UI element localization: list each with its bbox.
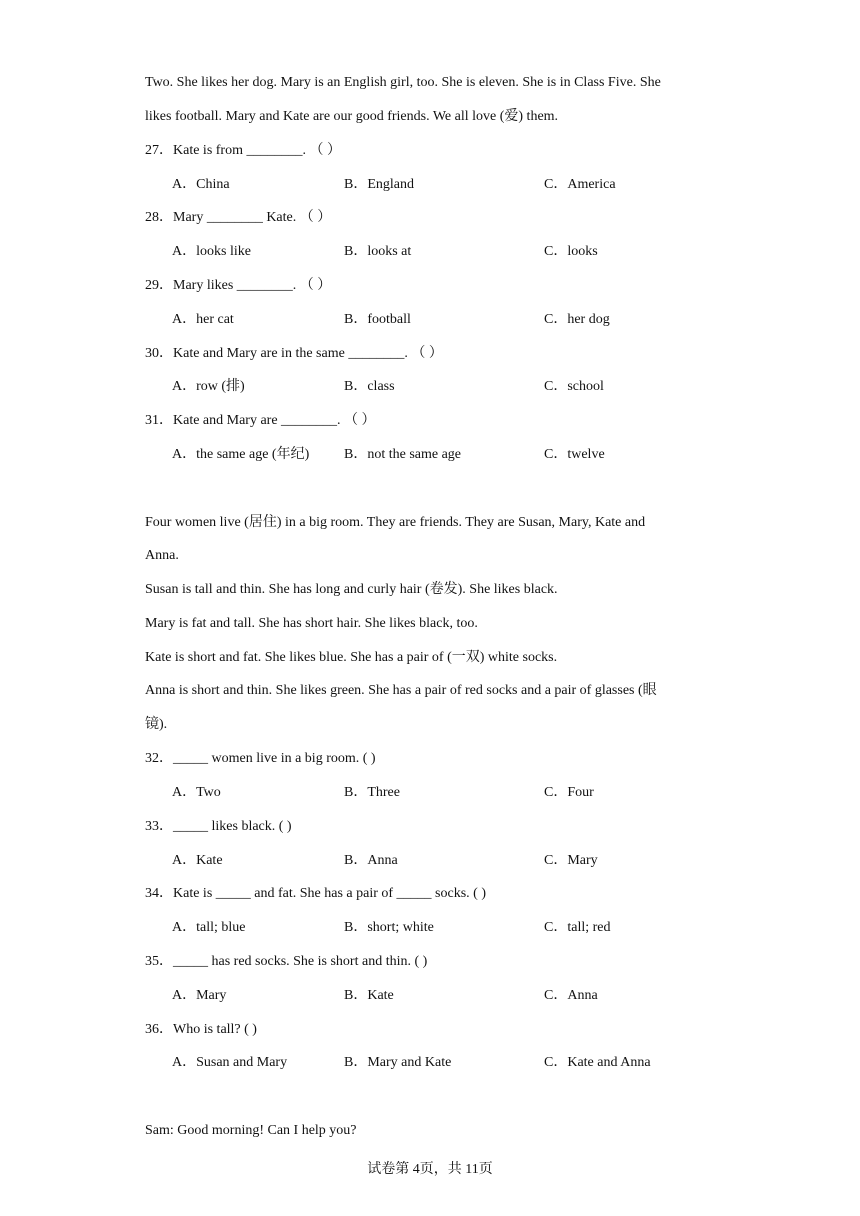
question-35-option-b[interactable]: B．Kate: [344, 988, 394, 1003]
question-36-option-c[interactable]: C．Kate and Anna: [544, 1055, 651, 1070]
question-28-option-c[interactable]: C．looks: [544, 244, 598, 259]
question-34-option-b[interactable]: B．short; white: [344, 920, 434, 935]
question-27-stem: 27．Kate is from ________. （ ）: [145, 143, 341, 158]
question-32-option-b[interactable]: B．Three: [344, 785, 400, 800]
question-28-option-a[interactable]: A．looks like: [172, 244, 251, 259]
question-31-option-b[interactable]: B．not the same age: [344, 447, 462, 462]
question-35-option-c[interactable]: C．Anna: [544, 988, 598, 1003]
question-36-option-b[interactable]: B．Mary and Kate: [344, 1055, 452, 1070]
question-30-option-a[interactable]: A．row (排): [172, 379, 245, 394]
question-31-option-a[interactable]: A．the same age (年纪): [172, 447, 310, 462]
question-36-stem: 36．Who is tall? ( ): [145, 1022, 257, 1037]
question-28-stem: 28．Mary ________ Kate. （ ）: [145, 210, 332, 225]
question-33-option-b[interactable]: B．Anna: [344, 853, 398, 868]
question-34-stem: 34．Kate is _____ and fat. She has a pair of _____ socks. ( ): [145, 886, 486, 901]
question-27-option-b[interactable]: B．England: [344, 177, 414, 192]
passage-line: Kate is short and fat. She likes blue. She has a pair of (一双) white socks.: [145, 650, 558, 665]
question-29-option-a[interactable]: A．her cat: [172, 312, 234, 327]
passage-line: likes football. Mary and Kate are our good friends. We all love (爱) them.: [145, 109, 559, 124]
question-36-option-a[interactable]: A．Susan and Mary: [172, 1055, 288, 1070]
passage-line: 镜).: [145, 717, 168, 732]
question-30-option-b[interactable]: B．class: [344, 379, 395, 394]
question-27-option-c[interactable]: C．America: [544, 177, 616, 192]
question-31-option-c[interactable]: C．twelve: [544, 447, 605, 462]
question-28-option-b[interactable]: B．looks at: [344, 244, 412, 259]
question-34-option-c[interactable]: C．tall; red: [544, 920, 611, 935]
question-29-option-c[interactable]: C．her dog: [544, 312, 610, 327]
question-33-option-c[interactable]: C．Mary: [544, 853, 598, 868]
question-30-stem: 30．Kate and Mary are in the same ________. （ ）: [145, 346, 443, 361]
passage-line: Anna is short and thin. She likes green. She has a pair of red socks and a pair of glasses (眼: [145, 683, 657, 698]
passage-line: Four women live (居住) in a big room. They are friends. They are Susan, Mary, Kate and: [145, 515, 646, 530]
question-29-stem: 29．Mary likes ________. （ ）: [145, 278, 332, 293]
question-32-option-c[interactable]: C．Four: [544, 785, 594, 800]
page-footer: 试卷第 4页，共 11页: [367, 1162, 493, 1177]
question-35-option-a[interactable]: A．Mary: [172, 988, 227, 1003]
question-29-option-b[interactable]: B．football: [344, 312, 411, 327]
question-30-option-c[interactable]: C．school: [544, 379, 604, 394]
question-32-option-a[interactable]: A．Two: [172, 785, 221, 800]
question-33-stem: 33．_____ likes black. ( ): [145, 819, 292, 834]
question-27-option-a[interactable]: A．China: [172, 177, 230, 192]
question-32-stem: 32．_____ women live in a big room. ( ): [145, 751, 376, 766]
question-34-option-a[interactable]: A．tall; blue: [172, 920, 246, 935]
question-33-option-a[interactable]: A．Kate: [172, 853, 223, 868]
passage-line: Anna.: [145, 548, 179, 563]
passage-line: Susan is tall and thin. She has long and curly hair (卷发). She likes black.: [145, 582, 558, 597]
question-35-stem: 35．_____ has red socks. She is short and thin. ( ): [145, 954, 428, 969]
passage-line: Sam: Good morning! Can I help you?: [145, 1123, 357, 1138]
passage-line: Mary is fat and tall. She has short hair. She likes black, too.: [145, 616, 478, 631]
passage-line: Two. She likes her dog. Mary is an English girl, too. She is eleven. She is in Class Five. She: [145, 75, 661, 90]
question-31-stem: 31．Kate and Mary are ________. （ ）: [145, 413, 376, 428]
